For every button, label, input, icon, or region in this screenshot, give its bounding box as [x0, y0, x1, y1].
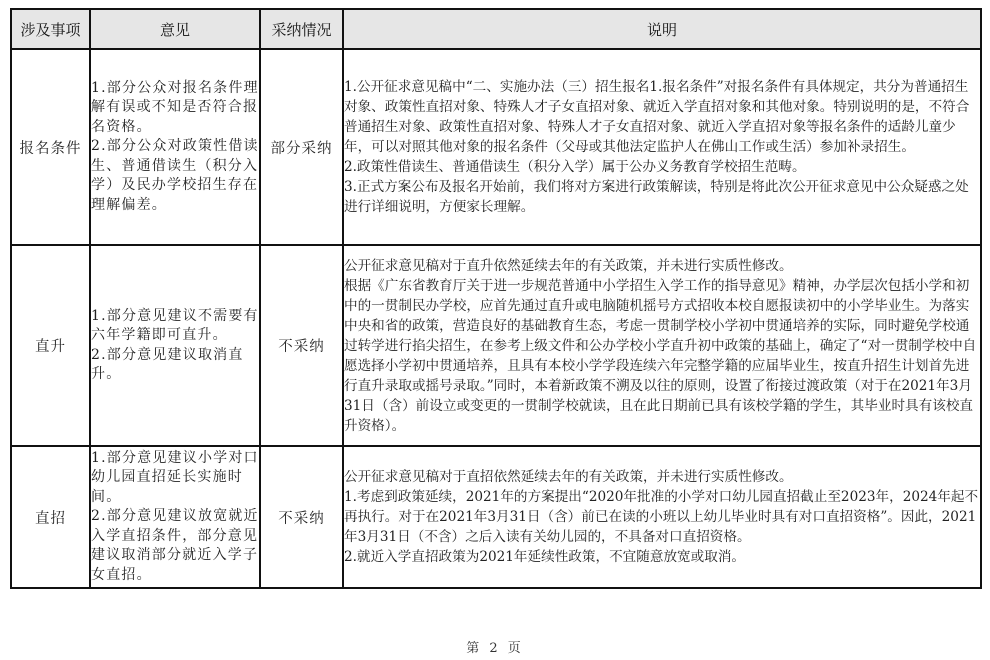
explanation-paragraph: 公开征求意见稿对于直升依然延续去年的有关政策，并未进行实质性修改。	[344, 257, 793, 274]
opinion-item: 2.部分意见建议放宽就近入学直招条件，部分意见建议取消部分就近入学子女直招。	[91, 508, 259, 583]
table-row	[11, 245, 981, 446]
page-number: 第 2 页	[466, 641, 524, 656]
explanation-paragraph: 2.政策性借读生、普通借读生（积分入学）属于公办义务教育学校招生范畴。	[344, 159, 806, 175]
topic-cell: 报名条件	[11, 49, 90, 245]
status-cell: 不采纳	[260, 446, 343, 588]
opinion-cell	[90, 245, 260, 446]
topic-cell: 直升	[11, 245, 90, 446]
explanation-paragraph: 3.正式方案公布及报名开始前，我们将对方案进行政策解读，特别是将此次公开征求意见中公众疑惑之处进行详细说明，方便家长理解。	[344, 179, 969, 215]
table-row	[11, 49, 981, 245]
opinion-feedback-table	[10, 8, 982, 589]
header-explanation: 说明	[343, 9, 981, 49]
opinion-item: 2.部分公众对政策性借读生、普通借读生（积分入学）及民办学校招生存在理解偏差。	[91, 138, 259, 213]
status-cell: 不采纳	[260, 245, 343, 446]
explanation-cell	[343, 446, 981, 588]
explanation-paragraph: 1.公开征求意见稿中“二、实施办法（三）招生报名1.报名条件”对报名条件有具体规定，共分为普通招生对象、政策性直招对象、特殊人才子女直招对象、就近入学直招对象和其他对象。特别说明的是，不符合普通招生对象、政策性直招对象、特殊人才子女直招对象、就近入学直招对象等报名条件的适龄儿童少年，可以对照其他对象的报名条件（父母或其他法定监护人在佛山工作或生活）参加补录招生。	[344, 79, 970, 155]
header-opinion: 意见	[90, 9, 260, 49]
header-topic: 涉及事项	[11, 9, 90, 49]
topic-cell: 直招	[11, 446, 90, 588]
explanation-cell	[343, 49, 981, 245]
explanation-paragraph: 公开征求意见稿对于直招依然延续去年的有关政策，并未进行实质性修改。	[344, 469, 793, 485]
header-status: 采纳情况	[260, 9, 343, 49]
explanation-paragraph: 1.考虑到政策延续，2021年的方案提出“2020年批准的小学对口幼儿园直招截止至2023年，2024年起不再执行。对于在2021年3月31日（含）前已在读的小班以上幼儿毕业时具有对口直招资格”。因此，2021年3月31日（不含）之后入读有关幼儿园的，不具备对口直招资格。	[344, 489, 979, 545]
opinion-cell	[90, 49, 260, 245]
explanation-paragraph: 根据《广东省教育厅关于进一步规范普通中小学招生入学工作的指导意见》精神，办学层次包括小学和初中的一贯制民办学校，应首先通过直升或电脑随机摇号方式招收本校自愿报读初中的小学毕业生。为落实中央和省的政策，营造良好的基础教育生态，考虑一贯制学校小学初中贯通培养的实际，同时避免学校通过转学进行掐尖招生，在参考上级文件和公办学校小学直升初中政策的基础上，确定了“对一贯制学校中自愿选择小学初中贯通培养，且具有本校小学学段连续六年完整学籍的应届毕业生，按直升招生计划首先进行直升录取或摇号录取。”同时，本着新政策不溯及以往的原则，设置了衔接过渡政策（对于在2021年3月31日（含）前设立或变更的一贯制学校就读，且在此日期前已具有该校学籍的学生，其毕业时具有该校直升资格）。	[344, 277, 977, 434]
opinion-item: 1.部分意见建议不需要有六年学籍即可直升。	[91, 307, 259, 343]
explanation-paragraph: 2.就近入学直招政策为2021年延续性政策，不宜随意放宽或取消。	[344, 549, 746, 565]
opinion-item: 2.部分意见建议取消直升。	[91, 346, 244, 382]
table-row	[11, 446, 981, 588]
table-header-row	[11, 9, 981, 49]
opinion-item: 1.部分公众对报名条件理解有误或不知是否符合报名资格。	[91, 79, 259, 135]
opinion-cell	[90, 446, 260, 588]
opinion-item: 1.部分意见建议小学对口幼儿园直招延长实施时间。	[91, 449, 259, 505]
explanation-cell	[343, 245, 981, 446]
status-cell: 部分采纳	[260, 49, 343, 245]
